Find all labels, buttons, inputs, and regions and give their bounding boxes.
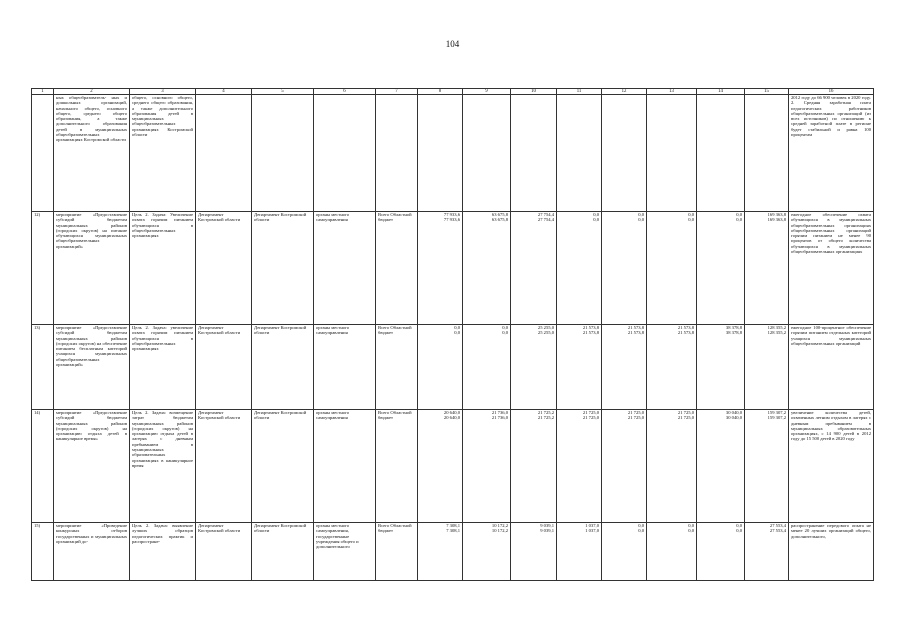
- column-number: 7: [376, 89, 418, 95]
- table-row: [32, 212, 874, 325]
- amount-value: 63 675,8: [491, 217, 508, 223]
- table-row: [32, 95, 874, 212]
- amount-value: 20 640,0: [443, 410, 460, 415]
- amount-value: 0,0: [502, 325, 508, 330]
- amount-value: 27 553,4: [769, 528, 786, 534]
- amount-value: 9 039,1: [540, 523, 554, 528]
- amount-value: 77 933,6: [443, 217, 460, 223]
- column-number: 13: [647, 89, 697, 95]
- amount-value: 21 725,0: [677, 410, 694, 415]
- participants-cell: органы местного самоуправления: [314, 410, 376, 523]
- amount-cell: [647, 212, 697, 325]
- amount-value: 10 172,2: [491, 523, 508, 528]
- coexecutor-cell: [252, 95, 314, 212]
- amount-cell: [463, 212, 511, 325]
- amount-cell: [463, 523, 511, 581]
- amount-cell: [745, 212, 789, 325]
- amount-value: 21 725,2: [537, 415, 554, 421]
- column-number: 8: [418, 89, 463, 95]
- amount-value: 38 378,8: [725, 330, 742, 336]
- amount-cell: [511, 523, 557, 581]
- amount-cell: [697, 523, 745, 581]
- amount-cell: [647, 523, 697, 581]
- amount-value: 27 754,4: [537, 212, 554, 217]
- program-activities-table: [31, 88, 874, 581]
- column-number: 10: [511, 89, 557, 95]
- expected-result-cell: увеличение количества детей, охваченных летним отдыхом в лагерях с дневным пребыванием в муниципальных образовательных организациях, с 14 900 детей в 2012 году до 15 500 детей в 2020 году: [789, 410, 874, 523]
- amount-value: 20 640,0: [443, 415, 460, 421]
- amount-value: 0,0: [638, 217, 644, 223]
- amount-value: 27 754,4: [537, 217, 554, 223]
- goal-task-cell: Цель 2. Задача: увеличение охвата горячим питанием обучающихся в общеобразовательных организациях: [130, 325, 196, 410]
- amount-value: 128 355,2: [767, 325, 786, 330]
- amount-value: 21 725,0: [627, 415, 644, 421]
- expected-result-cell: ежегодное обеспечение охвата обучающихся в муниципальных общеобразовательных организациях общеобразовательных организаций горячим питанием не менее 90 процентов от общего количества обучающихся в муниципальных общеобразовательных организациях: [789, 212, 874, 325]
- amount-value: 21 573,8: [677, 330, 694, 336]
- funding-source-cell: [376, 95, 418, 212]
- amount-value: 25 255,0: [537, 330, 554, 336]
- amount-cell: [602, 212, 647, 325]
- amount-value: 159 307,2: [767, 415, 786, 421]
- amount-cell: [557, 95, 602, 212]
- amount-cell: [418, 95, 463, 212]
- goal-task-cell: Цель 2. Задача: Увеличение охвата горячим питанием обучающихся в общеобразовательных организациях: [130, 212, 196, 325]
- activity-name-cell: мероприятие «Проведение конкурсных отборов государственных и муниципальных организаций до-: [54, 523, 130, 581]
- amount-value: 21 736,0: [491, 415, 508, 421]
- amount-value: 21 573,8: [582, 325, 599, 330]
- amount-value: 0,0: [638, 212, 644, 217]
- amount-value: 21 573,8: [627, 325, 644, 330]
- amount-value: 0,0: [688, 528, 694, 534]
- amount-cell: [463, 95, 511, 212]
- amount-value: 25 255,0: [537, 325, 554, 330]
- coexecutor-cell: Департамент Костромской области: [252, 212, 314, 325]
- amount-cell: [697, 212, 745, 325]
- amount-cell: [745, 325, 789, 410]
- amount-value: 9 039,1: [540, 528, 554, 534]
- amount-value: 21 573,8: [677, 325, 694, 330]
- expected-result-cell: 2012 году до 66 900 человек в 2020 году. 2. Средняя заработная плата педагогических работников общеобразовательных организаций (из всех источников) по отношению к средней заработной плате в регионе будет стабильной и равна 100 процентам: [789, 95, 874, 212]
- amount-cell: [511, 212, 557, 325]
- funding-source-cell: Всего Областной бюджет: [376, 523, 418, 581]
- column-number: 11: [557, 89, 602, 95]
- page-number: 104: [445, 39, 460, 49]
- amount-cell: [602, 523, 647, 581]
- amount-value: 21 573,8: [582, 330, 599, 336]
- amount-value: 21 736,0: [491, 410, 508, 415]
- amount-cell: [557, 523, 602, 581]
- column-number: 5: [252, 89, 314, 95]
- amount-value: 0,0: [688, 217, 694, 223]
- column-number: 4: [196, 89, 252, 95]
- amount-cell: [647, 410, 697, 523]
- amount-value: 169 363,8: [767, 217, 786, 223]
- amount-value: 21 725,0: [582, 410, 599, 415]
- amount-value: 21 725,0: [627, 410, 644, 415]
- amount-value: 0,0: [688, 523, 694, 528]
- column-number: 12: [602, 89, 647, 95]
- row-index-cell: 14): [32, 410, 54, 523]
- amount-cell: [745, 410, 789, 523]
- amount-value: 21 725,0: [677, 415, 694, 421]
- amount-cell: [647, 95, 697, 212]
- amount-cell: [557, 212, 602, 325]
- activity-name-cell: мероприятие «Предоставление субсидий бюджетам муниципальных районов (городских округов) на питание обучающихся муниципальных общеобразовательных организаций»: [54, 212, 130, 325]
- funding-source-cell: Всего Областной бюджет: [376, 325, 418, 410]
- amount-value: 1 037,0: [585, 528, 599, 534]
- amount-value: 0,0: [736, 528, 742, 534]
- row-index-cell: 13): [32, 325, 54, 410]
- row-index-cell: 15): [32, 523, 54, 581]
- amount-cell: [557, 325, 602, 410]
- goal-task-cell: Цель 2. Задача: выявление лучших образцов педагогических практик и распростране-: [130, 523, 196, 581]
- amount-value: 0,0: [638, 528, 644, 534]
- column-number: 6: [314, 89, 376, 95]
- amount-value: 0,0: [736, 217, 742, 223]
- activity-name-cell: мероприятие «Предоставление субсидий бюджетам муниципальных районов (городских округов) на обеспечение питанием бесплатным категорий учащихся муниципальных общеобразовательных организаций»: [54, 325, 130, 410]
- amount-value: 30 040,0: [725, 415, 742, 421]
- amount-cell: [511, 410, 557, 523]
- row-index-cell: 12): [32, 212, 54, 325]
- executor-cell: Департамент Костромской области: [196, 410, 252, 523]
- amount-value: 7 308,1: [446, 528, 460, 534]
- amount-cell: [463, 410, 511, 523]
- activity-name-cell: мероприятие «Предоставление субсидий бюджетам муниципальных районов (городских округов) на организацию отдыха детей в каникулярное время»: [54, 410, 130, 523]
- amount-value: 77 933,6: [443, 212, 460, 217]
- coexecutor-cell: Департамент Костромской области: [252, 523, 314, 581]
- column-number: 14: [697, 89, 745, 95]
- amount-value: 0,0: [638, 523, 644, 528]
- amount-value: 169 363,8: [767, 212, 786, 217]
- amount-cell: [647, 325, 697, 410]
- row-index-cell: [32, 95, 54, 212]
- amount-cell: [418, 410, 463, 523]
- amount-value: 27 553,4: [769, 523, 786, 528]
- executor-cell: Департамент Костромской области: [196, 523, 252, 581]
- amount-value: 0,0: [688, 212, 694, 217]
- amount-value: 0,0: [593, 217, 599, 223]
- amount-value: 1 037,0: [585, 523, 599, 528]
- table-row: [32, 523, 874, 581]
- amount-cell: [418, 212, 463, 325]
- amount-cell: [602, 410, 647, 523]
- executor-cell: Департамент Костромской области: [196, 212, 252, 325]
- activity-name-cell: ных общеобразователь- ных и дошкольных организаций, начального общего, основного общего, среднего общего образования, а также дополнительного образования детей в муниципальных общеобразовательных организациях Костромской области: [54, 95, 130, 212]
- amount-value: 0,0: [454, 325, 460, 330]
- amount-cell: [745, 95, 789, 212]
- column-number: 1: [32, 89, 54, 95]
- amount-value: 63 675,8: [491, 212, 508, 217]
- amount-cell: [745, 523, 789, 581]
- amount-cell: [697, 325, 745, 410]
- amount-cell: [511, 325, 557, 410]
- executor-cell: Департамент Костромской области: [196, 325, 252, 410]
- expected-result-cell: ежегодное 100-процентное обеспечение горячим питанием отдельных категорий учащихся муниципальных общеобразовательных организаций: [789, 325, 874, 410]
- participants-cell: органы местного самоуправления, государственные учреждения общего и дополнительного: [314, 523, 376, 581]
- table-row: [32, 325, 874, 410]
- amount-value: 0,0: [736, 523, 742, 528]
- funding-source-cell: Всего Областной бюджет: [376, 212, 418, 325]
- goal-task-cell: общего, основного общего, среднего общего образования, а также дополнительного образования детей в муниципальных общеобразовательных организациях Костромской области: [130, 95, 196, 212]
- participants-cell: органы местного самоуправления: [314, 325, 376, 410]
- amount-value: 128 355,2: [767, 330, 786, 336]
- amount-value: 0,0: [736, 212, 742, 217]
- amount-cell: [557, 410, 602, 523]
- goal-task-cell: Цель 2. Задача: возмещение затрат бюджетам муниципальных районов (городских округов) на организацию отдыха детей в лагерях с дневным пребыванием в муниципальных образовательных организациях в каникулярное время: [130, 410, 196, 523]
- expected-result-cell: распространение передового опыта не менее 20 лучших организаций общего, дополнительного,: [789, 523, 874, 581]
- amount-value: 0,0: [502, 330, 508, 336]
- column-number: 9: [463, 89, 511, 95]
- amount-value: 30 040,0: [725, 410, 742, 415]
- amount-value: 0,0: [454, 330, 460, 336]
- column-number: 15: [745, 89, 789, 95]
- amount-cell: [418, 523, 463, 581]
- coexecutor-cell: Департамент Костромской области: [252, 410, 314, 523]
- column-number: 3: [130, 89, 196, 95]
- amount-value: 21 573,8: [627, 330, 644, 336]
- amount-value: 159 307,2: [767, 410, 786, 415]
- column-number: 16: [789, 89, 874, 95]
- amount-value: 21 725,0: [582, 415, 599, 421]
- amount-value: 0,0: [593, 212, 599, 217]
- amount-cell: [463, 325, 511, 410]
- funding-source-cell: Всего Областной бюджет: [376, 410, 418, 523]
- amount-value: 21 725,2: [537, 410, 554, 415]
- participants-cell: [314, 95, 376, 212]
- coexecutor-cell: Департамент Костромской области: [252, 325, 314, 410]
- amount-cell: [697, 95, 745, 212]
- table-row: [32, 410, 874, 523]
- amount-cell: [602, 95, 647, 212]
- amount-cell: [602, 325, 647, 410]
- amount-value: 7 308,1: [446, 523, 460, 528]
- column-number: 2: [54, 89, 130, 95]
- amount-value: 10 172,2: [491, 528, 508, 534]
- amount-cell: [697, 410, 745, 523]
- participants-cell: органы местного самоуправления: [314, 212, 376, 325]
- executor-cell: [196, 95, 252, 212]
- amount-cell: [511, 95, 557, 212]
- amount-value: 38 378,8: [725, 325, 742, 330]
- amount-cell: [418, 325, 463, 410]
